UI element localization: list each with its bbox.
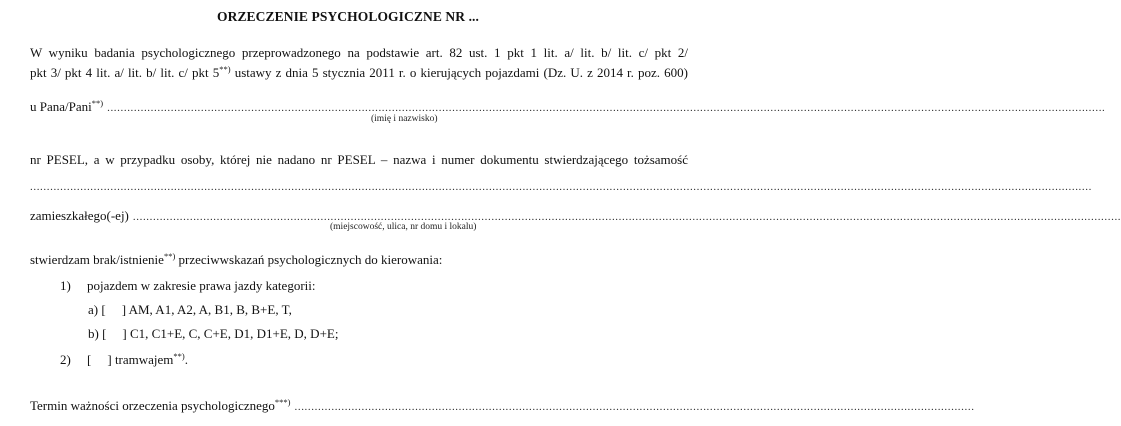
category-b-checkbox-close[interactable]: ] xyxy=(122,326,127,341)
person-name-field[interactable] xyxy=(30,98,1106,116)
category-a-text: AM, A1, A2, A, B1, B, B+E, T, xyxy=(128,302,292,317)
tram-text: tramwajem xyxy=(114,352,174,367)
category-b-text: C1, C1+E, C, C+E, D1, D1+E, D, D+E; xyxy=(130,326,339,341)
intro-line-2-start: pkt 3/ pkt 4 lit. a/ lit. b/ lit. c/ pkt 5 xyxy=(30,65,220,80)
list-item-1 xyxy=(60,278,688,294)
list-item-1-number: 1) xyxy=(60,278,71,293)
list-item-1-text: pojazdem w zakresie prawa jazdy kategorii: xyxy=(87,278,316,293)
intro-line-1: W wyniku badania psychologicznego przeprowadzonego na podstawie art. 82 ust. 1 pkt 1 lit. a/ lit. b/ lit. c/ pkt 2/ xyxy=(30,45,688,60)
validity-dotted-line[interactable]: ........................................................................................................................................................................................................... xyxy=(294,401,975,413)
pesel-dotted-line[interactable]: ............................................................................................................................................................................................................................................................................................................................. xyxy=(30,181,1092,193)
tram-checkbox-open[interactable]: [ xyxy=(87,352,92,367)
footnote-marker: **) xyxy=(91,98,104,108)
validity-label-text: Termin ważności orzeczenia psychologicznego xyxy=(30,398,275,413)
category-b-checkbox-open[interactable]: b) [ xyxy=(88,326,107,341)
pesel-label: nr PESEL, a w przypadku osoby, której nie nadano nr PESEL – nazwa i numer dokumentu stwierdzającego tożsamość xyxy=(30,152,688,167)
category-option-b[interactable] xyxy=(88,326,688,342)
intro-line-2-end: ustawy z dnia 5 stycznia 2011 r. o kierujących pojazdami (Dz. U. z 2014 r. poz. 600) xyxy=(230,65,688,80)
statement-start: stwierdzam brak/istnienie xyxy=(30,252,164,267)
footnote-marker: **) xyxy=(219,64,231,74)
list-item-2-number: 2) xyxy=(60,352,71,367)
tram-checkbox-close[interactable]: ] xyxy=(107,352,112,367)
statement-line xyxy=(30,252,688,268)
category-a-checkbox-open[interactable]: a) [ xyxy=(88,302,106,317)
statement-end: przeciwwskazań psychologicznych do kierowania: xyxy=(175,252,443,267)
intro-line-2 xyxy=(30,65,688,81)
address-dotted-line[interactable]: ....................................................................................................................................................................................................................................................................................................... xyxy=(132,211,1121,223)
person-label xyxy=(30,99,103,115)
category-option-a[interactable] xyxy=(88,302,688,318)
person-name-dotted-line[interactable]: .......................................................................................................................................................................................................................................................................................................... xyxy=(107,102,1106,114)
address-caption: (miejscowość, ulica, nr domu i lokalu) xyxy=(330,222,477,232)
tram-period: . xyxy=(184,352,189,367)
pesel-field[interactable] xyxy=(30,179,1092,195)
address-label: zamieszkałego(-ej) xyxy=(30,208,129,223)
footnote-marker: ***) xyxy=(274,397,291,407)
document-title: ORZECZENIE PSYCHOLOGICZNE NR ... xyxy=(217,9,479,24)
validity-field[interactable] xyxy=(30,397,975,415)
person-label-text: u Pana/Pani xyxy=(30,99,92,114)
validity-label xyxy=(30,398,291,414)
category-a-checkbox-close[interactable]: ] xyxy=(121,302,127,317)
list-item-2[interactable] xyxy=(60,352,688,368)
person-caption: (imię i nazwisko) xyxy=(371,114,438,124)
footnote-marker: **) xyxy=(173,351,185,361)
footnote-marker: **) xyxy=(163,251,176,261)
